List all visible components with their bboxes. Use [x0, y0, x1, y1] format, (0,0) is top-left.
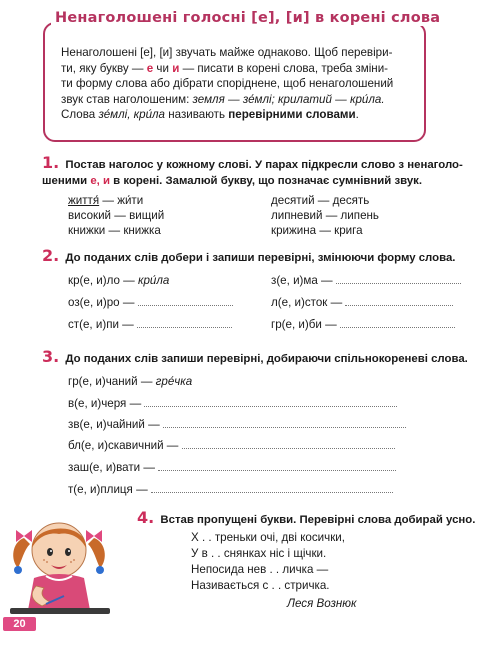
task4-number: 4.: [137, 508, 155, 527]
poem-line-3: Непосида нев . . личка —: [191, 563, 329, 576]
task1-pair-4: десятий — десять: [271, 194, 370, 207]
answer-line[interactable]: [345, 296, 453, 306]
answer-line[interactable]: [340, 318, 455, 328]
answer-line[interactable]: [182, 439, 395, 449]
task3-item-3: зв(е, и)чайний —: [68, 418, 406, 432]
task2-instructions: 2. До поданих слів добери і запиши перевірні, змінюючи форму слова.: [42, 246, 456, 265]
answer-line[interactable]: [137, 318, 232, 328]
task1-pair-5: липневий — липень: [271, 209, 379, 222]
girl-illustration: [8, 510, 112, 618]
answer-line[interactable]: [336, 274, 461, 284]
task3-item-4: бл(е, и)скавичний —: [68, 439, 395, 453]
rule-title: Ненаголошені голосні [е], [и] в корені слова: [51, 10, 446, 26]
task1-pair-1: життя́ — жи́ти: [68, 194, 144, 207]
task2-item-6: гр(е, и)би —: [271, 318, 455, 332]
task1-number: 1.: [42, 153, 60, 172]
task2-item-5: л(е, и)сток —: [271, 296, 453, 310]
poem-line-2: У в . . снянках ніс і щічки.: [191, 547, 327, 560]
task1-pair-6: крижина — крига: [271, 224, 363, 237]
task3-item-5: заш(е, и)вати —: [68, 461, 396, 475]
task1-pair-3: книжки — книжка: [68, 224, 161, 237]
poem-line-1: Х . . треньки очі, дві косички,: [191, 531, 345, 544]
task3-item-6: т(е, и)плиця —: [68, 483, 393, 497]
poem-author: Леся Вознюк: [287, 597, 357, 610]
task2-item-4: з(е, и)ма —: [271, 274, 461, 288]
rule-text: Ненаголошені [е], [и] звучать майже однаково. Щоб перевіри- ти, яку букву — е чи и — писати в корені слова, треба зміни- ти форму слова або дібрати споріднене, щоб ненаголошений звук став наголошеним: земля — зе́млі; крилатий — кри́ла. Слова зе́млі, кри́ла називають перевірними словами.: [61, 46, 394, 122]
task1-pair-2: високий — вищий: [68, 209, 165, 222]
task2-item-2: оз(е, и)ро —: [68, 296, 233, 310]
task2-item-1: кр(е, и)ло — кри́ла: [68, 274, 170, 287]
task2-number: 2.: [42, 246, 60, 265]
task1-instructions: 1. Постав наголос у кожному слові. У парах підкресли слово з ненаголо- шеними е, и в корені. Замалюй букву, що позначає сумнівний звук.: [42, 153, 463, 187]
page-number: 20: [3, 617, 36, 631]
task3-number: 3.: [42, 347, 60, 366]
task2-item-3: ст(е, и)пи —: [68, 318, 232, 332]
answer-line[interactable]: [138, 296, 233, 306]
answer-line[interactable]: [163, 418, 406, 428]
answer-line[interactable]: [151, 483, 393, 493]
poem-line-4: Називається с . . стричка.: [191, 579, 330, 592]
answer-line[interactable]: [158, 461, 396, 471]
task3-item-1: гр(е, и)чаний — гре́чка: [68, 375, 193, 388]
task4-instructions: 4. Встав пропущені букви. Перевірні слова добирай усно.: [137, 508, 476, 527]
answer-line[interactable]: [144, 397, 397, 407]
task3-item-2: в(е, и)черя —: [68, 397, 397, 411]
task3-instructions: 3. До поданих слів запиши перевірні, добираючи спільнокореневі слова.: [42, 347, 468, 366]
